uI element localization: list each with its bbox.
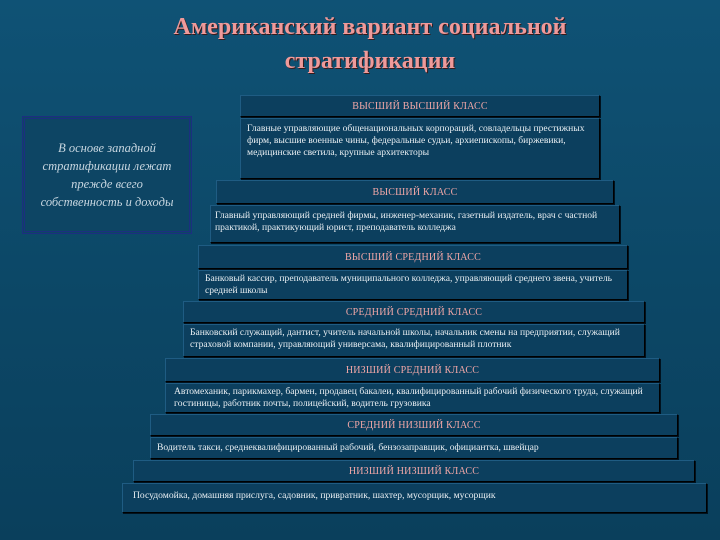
note-box <box>22 116 192 234</box>
level-5-header: НИЗШИЙ СРЕДНИЙ КЛАСС <box>165 358 660 382</box>
level-5-description: Автомеханик, парикмахер, бармен, продавец бакалеи, квалифицированный рабочий физического труда, служащий гостиницы, работник почты, полицейский, водитель грузовика <box>165 383 660 413</box>
title-line-2: стратификации <box>284 48 456 74</box>
level-2-description: Главный управляющий средней фирмы, инженер-механик, газетный издатель, врач с частной практикой, практикующий юрист, преподаватель колледжа <box>210 205 620 243</box>
slide-title <box>120 10 620 78</box>
title-line-1: Американский вариант социальной <box>173 14 567 40</box>
level-1-description: Главные управляющие общенациональных корпораций, совладельцы престижных фирм, высшие военные чины, федеральные судьи, архиепископы, биржевики, медицинские светила, крупные архитекторы <box>240 118 600 179</box>
level-7-header: НИЗШИЙ НИЗШИЙ КЛАСС <box>133 460 695 482</box>
level-6-header: СРЕДНИЙ НИЗШИЙ КЛАСС <box>150 414 678 436</box>
level-6-description: Водитель такси, среднеквалифицированный рабочий, бензозаправщик, официантка, швейцар <box>150 437 678 459</box>
level-7-description: Посудомойка, домашняя прислуга, садовник, привратник, шахтер, мусорщик, мусорщик <box>122 483 707 513</box>
level-3-header: ВЫСШИЙ СРЕДНИЙ КЛАСС <box>198 245 628 269</box>
level-3-description: Банковый кассир, преподаватель муниципального колледжа, управляющий среднего звена, учитель средней школы <box>198 270 628 300</box>
level-4-description: Банковский служащий, дантист, учитель начальной школы, начальник смены на предприятии, служащий страховой компании, управляющий универсама, квалифицированный плотник <box>183 324 645 357</box>
note-text: В основе западной стратификации лежат прежде всего собственность и доходы <box>40 141 174 209</box>
level-1-header: ВЫСШИЙ ВЫСШИЙ КЛАСС <box>240 95 600 117</box>
level-4-header: СРЕДНИЙ СРЕДНИЙ КЛАСС <box>183 301 645 323</box>
level-2-header: ВЫСШИЙ КЛАСС <box>216 180 614 204</box>
